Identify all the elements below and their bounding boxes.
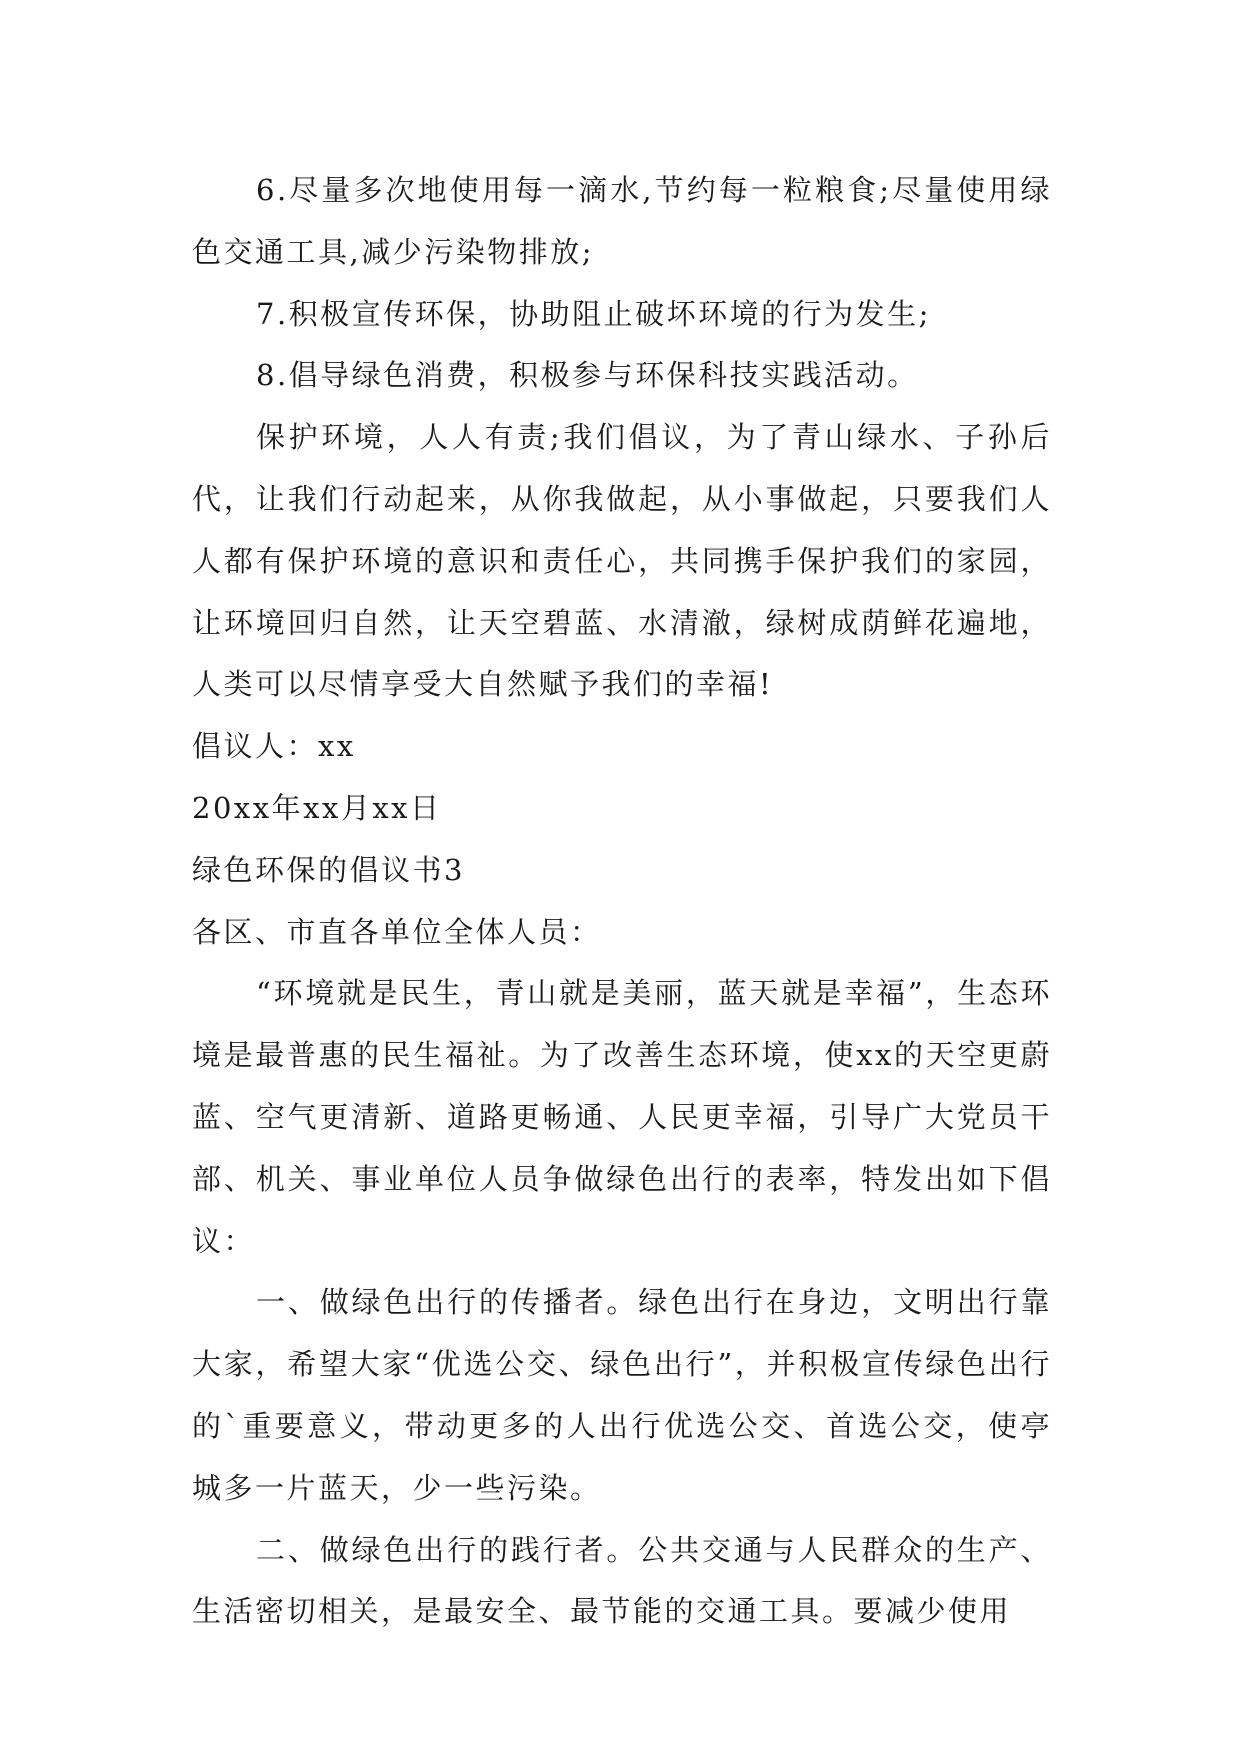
salutation: 各区、市直各单位全体人员： — [192, 914, 602, 949]
date-line: 20xx年xx月xx日 — [192, 790, 442, 825]
paragraph-point-1: 一、做绿色出行的传播者。绿色出行在身边，文明出行靠大家，希望大家“优选公交、绿色出行”，并积极宣传绿色出行的`重要意义，带动更多的人出行优选公交、首选公交，使亭城多一片蓝天，少一些污染。 — [192, 1285, 1052, 1505]
paragraph-item-8: 8.倡导绿色消费，积极参与环保科技实践活动。 — [256, 358, 919, 393]
paragraph-appeal: 保护环境，人人有责;我们倡议，为了青山绿水、子孙后代，让我们行动起来，从你我做起，从小事做起，只要我们人人都有保护环境的意识和责任心，共同携手保护我们的家园，让环境回归自然，让天空碧蓝、水清澈，绿树成荫鲜花遍地，人类可以尽情享受大自然赋予我们的幸福! — [192, 420, 1052, 702]
signatory-line: 倡议人：xx — [192, 729, 356, 764]
section-title: 绿色环保的倡议书3 — [192, 852, 465, 887]
paragraph-item-6: 6.尽量多次地使用每一滴水,节约每一粒粮食;尽量使用绿色交通工具,减少污染物排放; — [192, 173, 1052, 269]
paragraph-intro: “环境就是民生，青山就是美丽，蓝天就是幸福”，生态环境是最普惠的民生福祉。为了改善生态环境，使xx的天空更蔚蓝、空气更清新、道路更畅通、人民更幸福，引导广大党员干部、机关、事业单位人员争做绿色出行的表率，特发出如下倡议： — [192, 976, 1052, 1258]
paragraph-point-2: 二、做绿色出行的践行者。公共交通与人民群众的生产、生活密切相关，是最安全、最节能的交通工具。要减少使用 — [192, 1532, 1052, 1629]
paragraph-item-7: 7.积极宣传环保，协助阻止破坏环境的行为发生; — [256, 296, 931, 331]
document-body — [192, 160, 1052, 1643]
